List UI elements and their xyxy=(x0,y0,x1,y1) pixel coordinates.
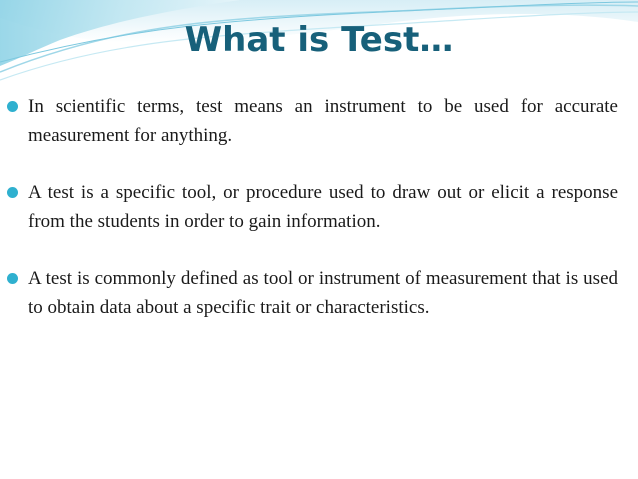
bullet-dot-icon xyxy=(7,273,18,284)
bullet-text: In scientific terms, test means an instrument to be used for accurate measurement for anything. xyxy=(28,96,618,146)
bullet-item xyxy=(6,264,618,322)
bullet-text: A test is commonly defined as tool or instrument of measurement that is used to obtain data about a specific trait or characteristics. xyxy=(28,268,618,318)
bullet-dot-icon xyxy=(7,101,18,112)
bullet-item xyxy=(6,92,618,150)
bullet-dot-icon xyxy=(7,187,18,198)
bullet-item xyxy=(6,178,618,236)
bullet-text: A test is a specific tool, or procedure used to draw out or elicit a response from the students in order to gain information. xyxy=(28,182,618,232)
bullet-list xyxy=(6,92,618,322)
slide-title: What is Test… xyxy=(184,20,454,60)
